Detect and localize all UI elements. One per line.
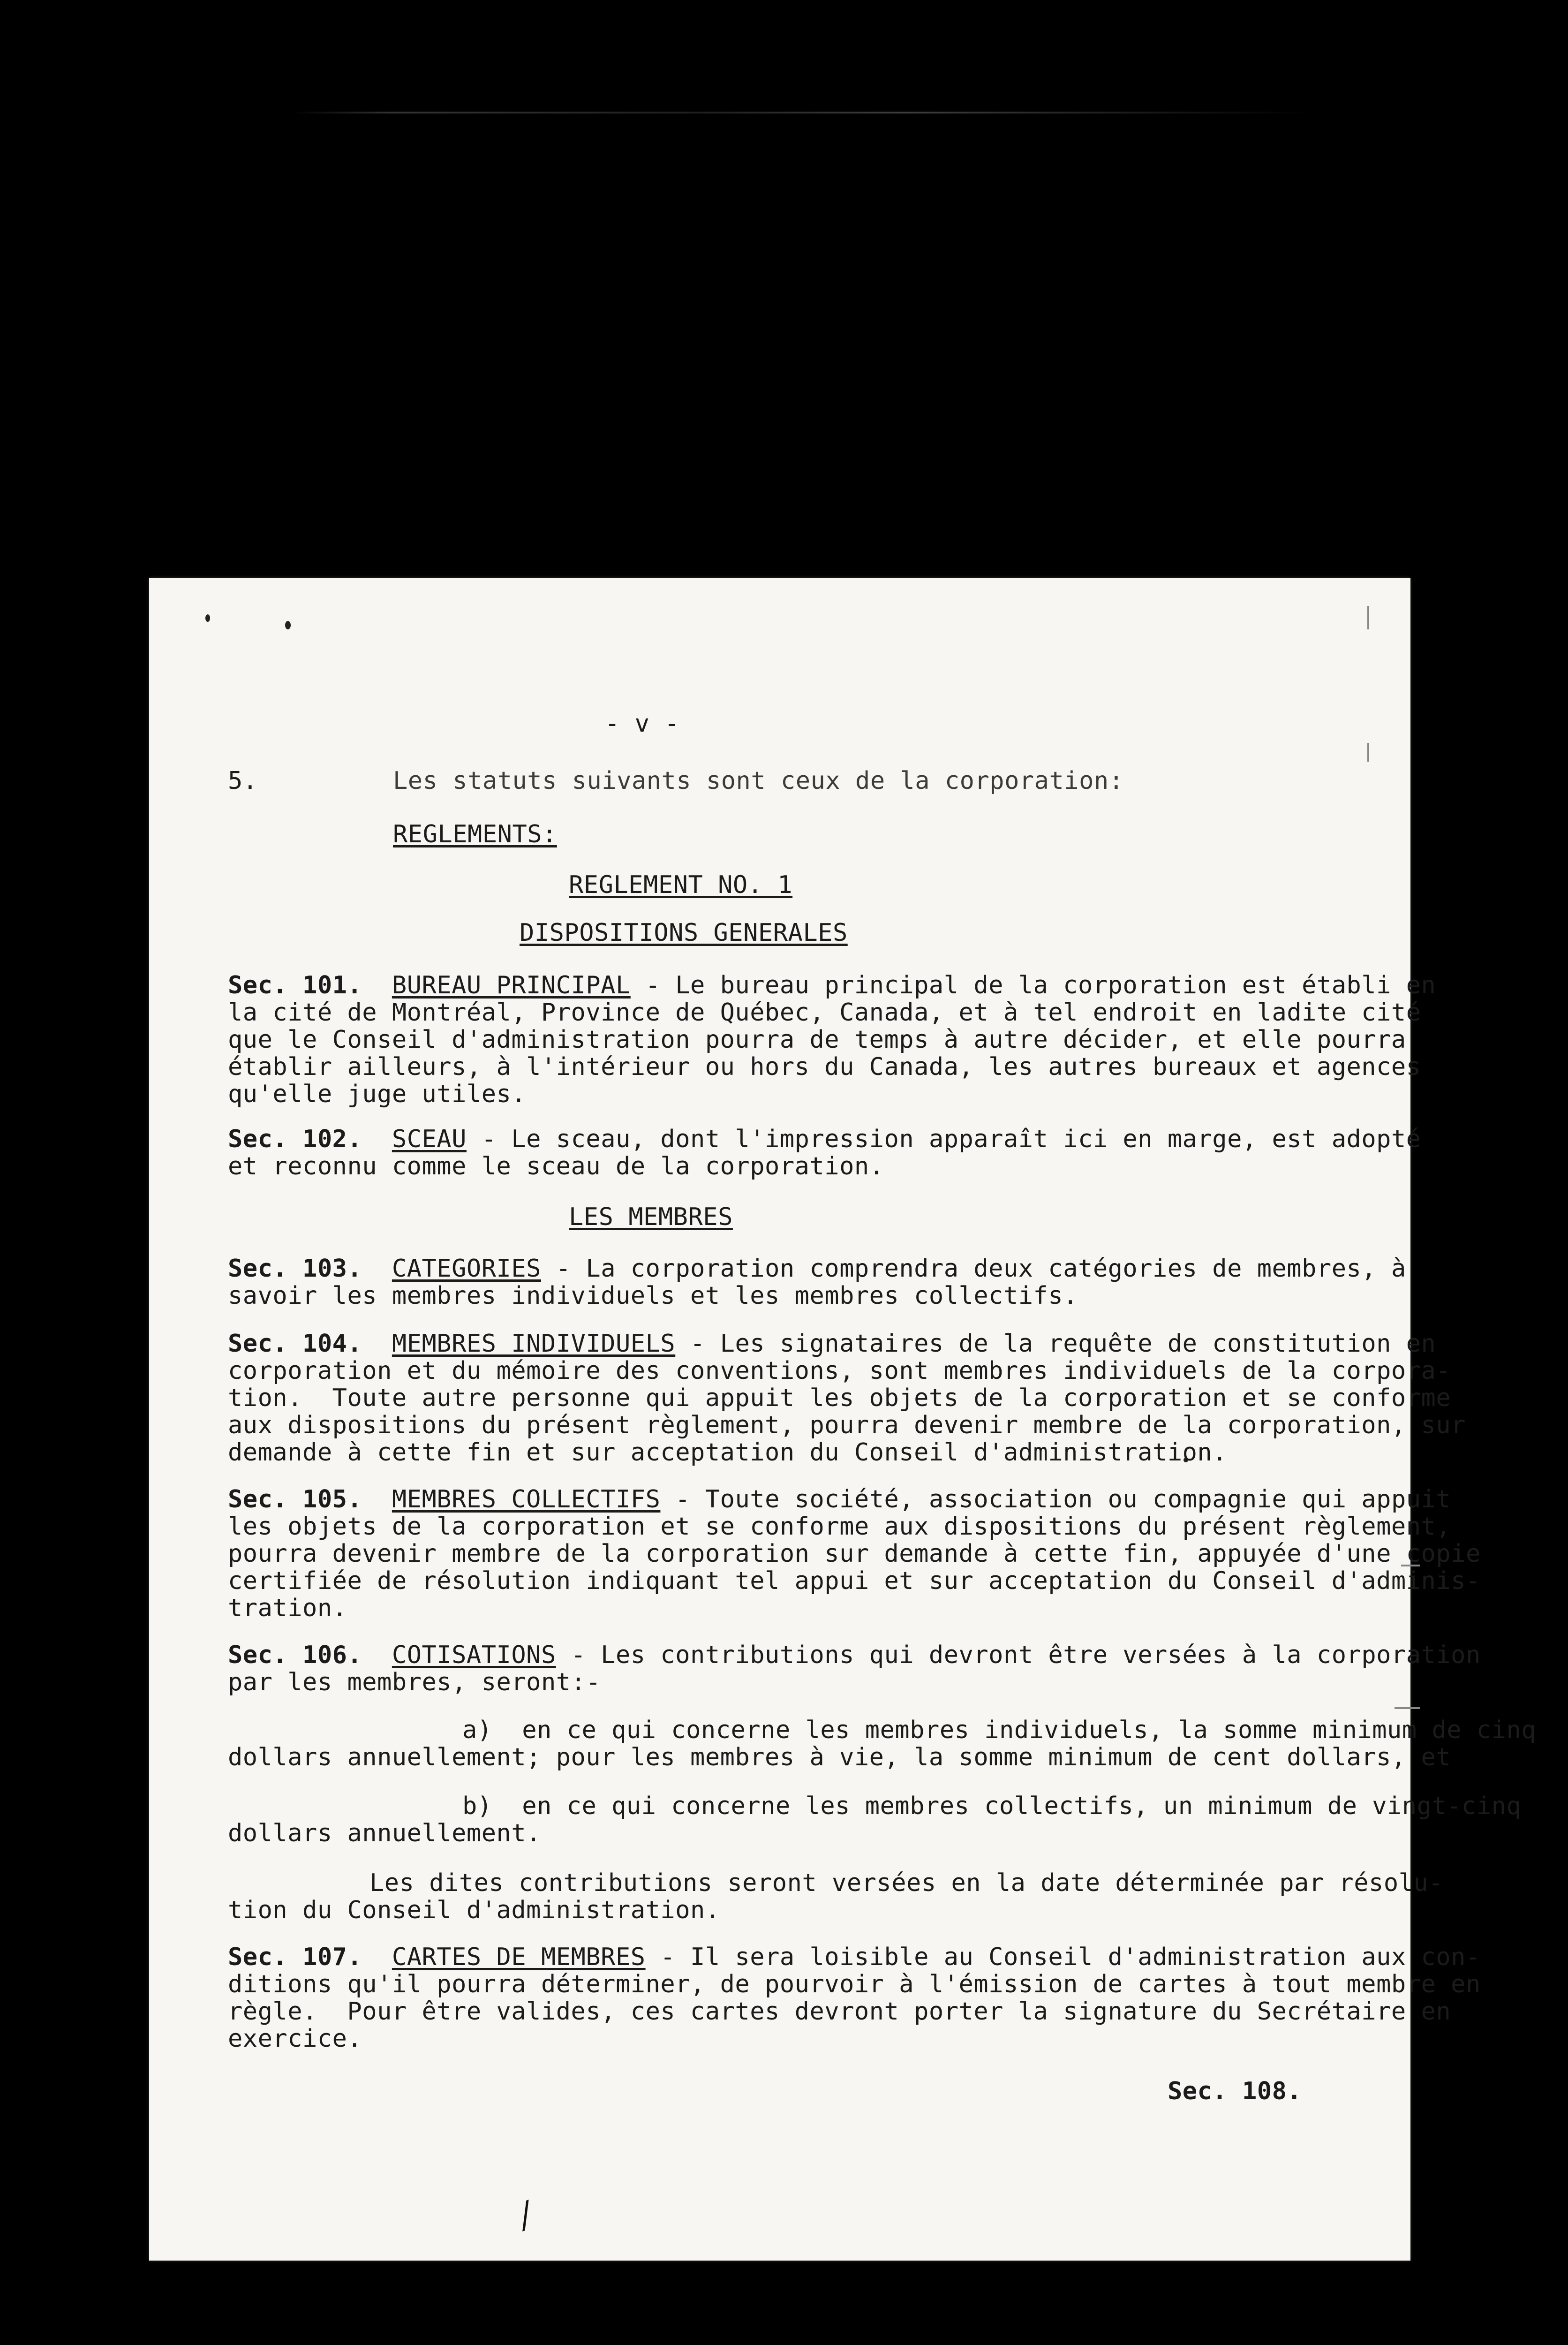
section-106-title: COTISATIONS [392,1641,556,1669]
section-104-line: tion. Toute autre personne qui appuit les objets de la corporation et se conforme [228,1384,1451,1412]
right-margin-tick [1367,606,1369,629]
stray-mark [285,621,291,629]
film-frame-edge [291,112,1313,113]
section-106-text: - Les contributions qui devront être versées à la corporation [556,1641,1481,1669]
section-102-text: - Le sceau, dont l'impression apparaît ici en marge, est adopté [466,1125,1421,1153]
section-103-line: savoir les membres individuels et les membres collectifs. [228,1282,1078,1310]
section-105-number: Sec. 105. [228,1485,362,1513]
section-106-note-cont: tion du Conseil d'administration. [228,1896,720,1924]
stray-mark [205,614,210,622]
heading-les-membres: LES MEMBRES [569,1203,733,1231]
section-104-text: - Les signataires de la requête de constitution en [675,1330,1436,1358]
item-number: 5. [228,767,258,795]
section-101-line: que le Conseil d'administration pourra de temps à autre décider, et elle pourra [228,1026,1406,1054]
section-107-text: - Il sera loisible au Conseil d'administration aux con- [645,1943,1481,1971]
section-106-item-a: a) en ce qui concerne les membres individuels, la somme minimum de cinq [462,1716,1537,1744]
document-page [149,578,1537,2261]
section-104-first-line [228,1330,1436,1357]
section-104-line: demande à cette fin et sur acceptation du Conseil d'administration. [228,1438,1228,1467]
section-103-first-line [228,1255,1406,1282]
section-107-first-line [228,1944,1481,1971]
right-margin-tick [1395,1707,1420,1709]
section-104-title: MEMBRES INDIVIDUELS [392,1330,676,1358]
section-105-text: - Toute société, association ou compagnie qui appuit [660,1485,1451,1513]
section-104-line: corporation et du mémoire des conventions, sont membres individuels de la corpora- [228,1357,1451,1385]
section-106-note: Les dites contributions seront versées en la date déterminée par résolu- [369,1869,1444,1897]
section-101-line: qu'elle juge utiles. [228,1080,527,1108]
section-107-line: règle. Pour être valides, ces cartes devront porter la signature du Secrétaire en [228,1997,1451,2026]
section-101-number: Sec. 101. [228,971,362,999]
heading-dispositions: DISPOSITIONS GENERALES [520,919,848,947]
heading-reglements: REGLEMENTS: [393,820,557,848]
section-105-line: tration. [228,1594,347,1622]
page-marker: - v - [605,710,680,738]
section-102-number: Sec. 102. [228,1125,362,1153]
section-103-title: CATEGORIES [392,1255,541,1283]
section-102-first-line [228,1126,1421,1153]
section-105-title: MEMBRES COLLECTIFS [392,1485,661,1513]
section-105-line: pourra devenir membre de la corporation sur demande à cette fin, appuyée d'une copie [228,1540,1481,1568]
intro-line: Les statuts suivants sont ceux de la corporation: [393,767,1124,795]
section-107-line: exercice. [228,2025,362,2053]
section-101-text: - Le bureau principal de la corporation est établi en [630,971,1436,999]
section-106-item-a-cont: dollars annuellement; pour les membres à vie, la somme minimum de cent dollars, et [228,1743,1451,1771]
right-margin-tick [1367,743,1369,762]
pen-mark: / [513,2194,537,2235]
section-101-first-line [228,972,1436,999]
section-104-line: aux dispositions du présent règlement, pourra devenir membre de la corporation, sur [228,1411,1466,1439]
section-103-number: Sec. 103. [228,1255,362,1283]
heading-reglement-no: REGLEMENT NO. 1 [569,871,793,899]
section-106-item-b: b) en ce qui concerne les membres collectifs, un minimum de vingt-cinq [462,1792,1522,1820]
section-101-line: établir ailleurs, à l'intérieur ou hors du Canada, les autres bureaux et agences [228,1053,1421,1081]
section-104-number: Sec. 104. [228,1330,362,1358]
section-106-number: Sec. 106. [228,1641,362,1669]
section-105-line: les objets de la corporation et se conforme aux dispositions du présent règlement, [228,1513,1451,1541]
section-102-line: et reconnu comme le sceau de la corporation. [228,1152,884,1180]
section-107-line: ditions qu'il pourra déterminer, de pourvoir à l'émission de cartes à tout membre en [228,1970,1481,1998]
continuation-marker: Sec. 108. [1168,2077,1302,2105]
section-107-number: Sec. 107. [228,1943,362,1971]
section-102-title: SCEAU [392,1125,467,1153]
section-101-line: la cité de Montréal, Province de Québec, Canada, et à tel endroit en ladite cité [228,999,1421,1027]
section-103-text: - La corporation comprendra deux catégories de membres, à [541,1255,1406,1283]
section-106-first-line [228,1642,1481,1669]
section-105-line: certifiée de résolution indiquant tel appui et sur acceptation du Conseil d'adminis- [228,1567,1481,1595]
section-106-line: par les membres, seront:- [228,1668,601,1696]
section-101-title: BUREAU PRINCIPAL [392,971,631,999]
section-106-item-b-cont: dollars annuellement. [228,1819,541,1847]
section-107-title: CARTES DE MEMBRES [392,1943,646,1971]
section-105-first-line [228,1486,1451,1513]
